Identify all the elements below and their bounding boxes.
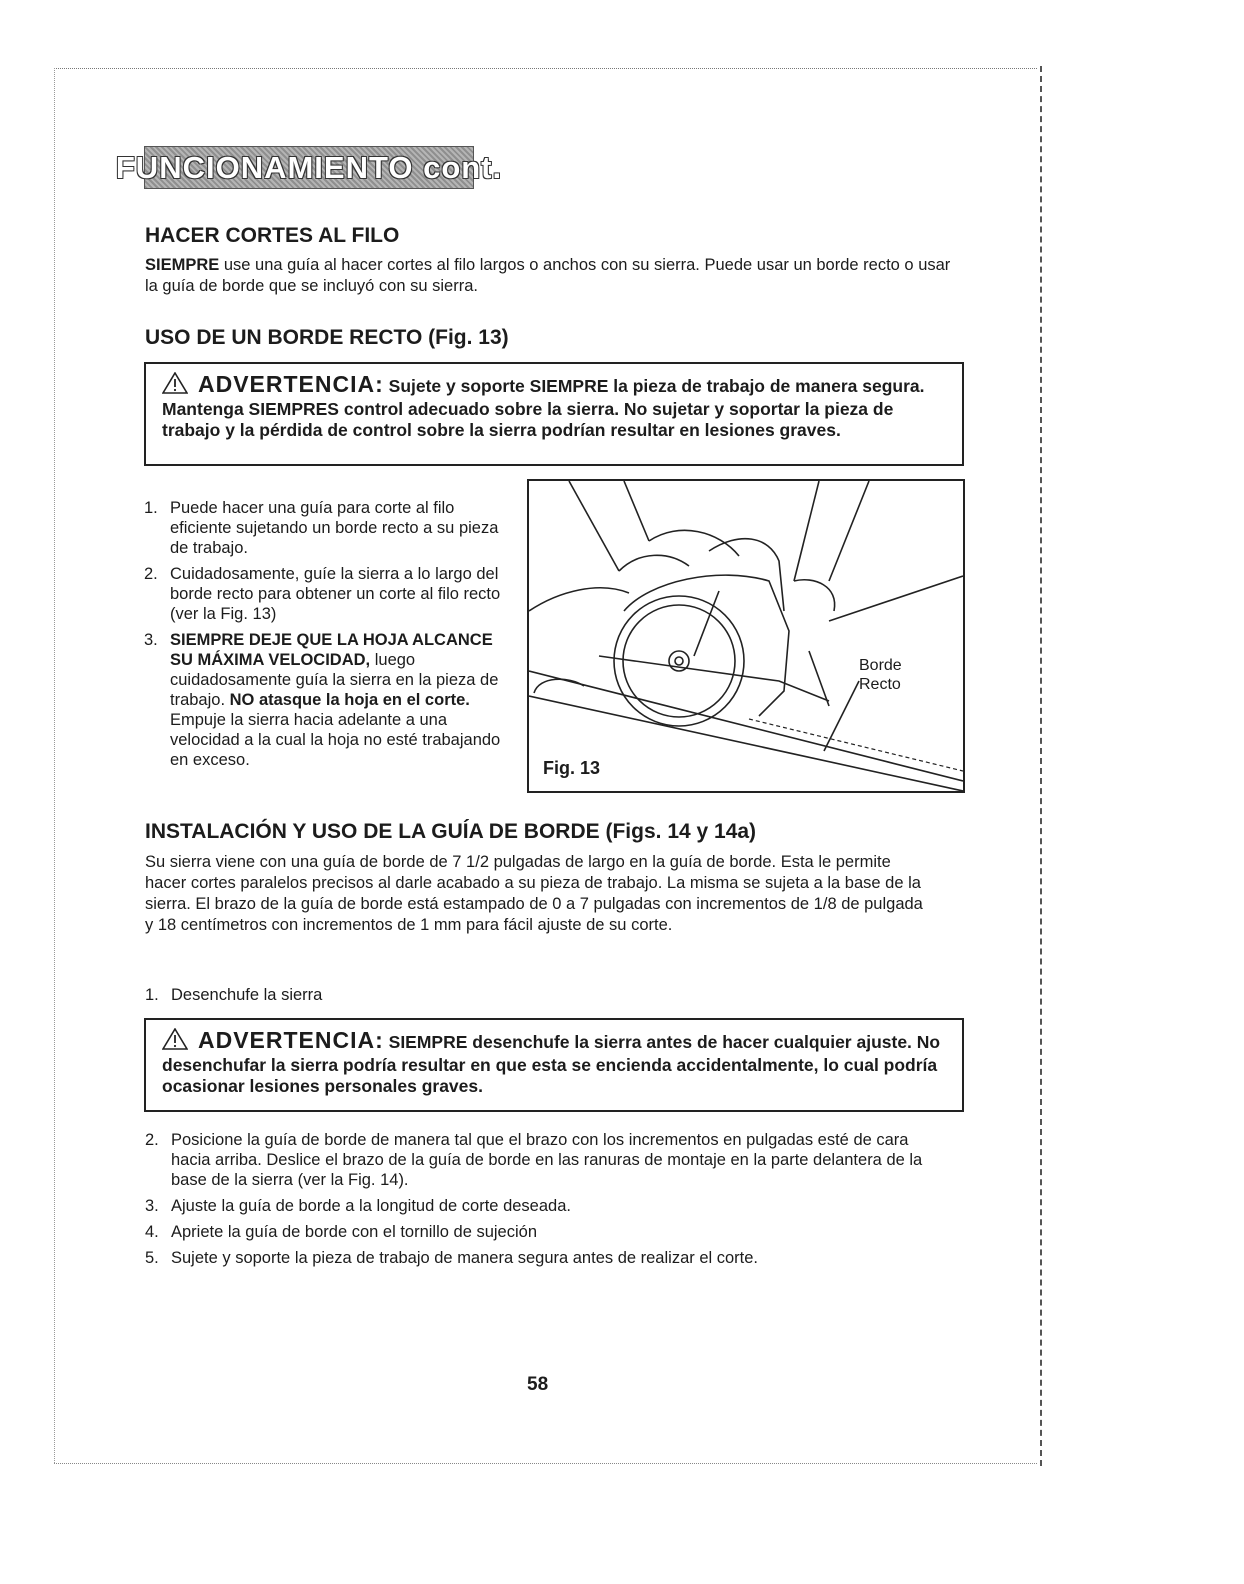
paragraph-intro: [145, 255, 965, 297]
heading-guia-de-borde: INSTALACIÓN Y USO DE LA GUÍA DE BORDE (Figs. 14 y 14a): [145, 820, 757, 843]
step-text: luego cuidadosamente guía la sierra en la pieza de trabajo.: [170, 651, 499, 709]
step-number: 4.: [145, 1223, 159, 1241]
steps-list-guia: [145, 1130, 935, 1274]
step-number: 2.: [145, 1131, 159, 1149]
callout-line: Recto: [859, 676, 901, 693]
step-desenchufe: [145, 985, 925, 1011]
step-text: Puede hacer una guía para corte al filo eficiente sujetando un borde recto a su pieza de trabajo.: [170, 499, 499, 557]
step-bold: SIEMPRE DEJE QUE LA HOJA ALCANCE SU MÁXIMA VELOCIDAD,: [170, 631, 493, 669]
list-item: [145, 1196, 935, 1216]
step-text: Ajuste la guía de borde a la longitud de corte deseada.: [171, 1197, 571, 1215]
step-text: Empuje la sierra hacia adelante a una velocidad a la cual la hoja no esté trabajando en exceso.: [170, 711, 501, 769]
page-border-right: [1040, 66, 1042, 1466]
warning-triangle-icon: [162, 1028, 188, 1055]
heading-borde-recto: USO DE UN BORDE RECTO (Fig. 13): [145, 326, 509, 349]
warning-text-1: Sujete y soporte SIEMPRE la pieza de trabajo de manera segura. Mantenga SIEMPRES control adecuado sobre la sierra. No sujetar y soportar la pieza de trabajo y la pérdida de control sobre la sierra podrían resultar en lesiones graves.: [162, 376, 925, 440]
warning-box-1: [144, 362, 964, 466]
paragraph-guia: Su sierra viene con una guía de borde de 7 1/2 pulgadas de largo en la guía de borde. Esta le permite hacer cortes paralelos precisos al darle acabado a su pieza de trabajo. La misma se sujeta a la base de la sierra. El brazo de la guía de borde está estampado de 0 a 7 pulgadas con incrementos de 1/8 de pulgada y 18 centímetros con incrementos de 1 mm para fácil ajuste de su corte.: [145, 853, 923, 934]
saw-illustration: [529, 481, 963, 791]
warning-triangle-icon: [162, 372, 188, 399]
heading-hacer-cortes: HACER CORTES AL FILO: [145, 224, 400, 247]
step-text: Sujete y soporte la pieza de trabajo de manera segura antes de realizar el corte.: [171, 1249, 759, 1267]
figure-label: Fig. 13: [543, 758, 601, 778]
step-number: 3.: [145, 1197, 159, 1215]
warning-text-2: SIEMPRE desenchufe la sierra antes de hacer cualquier ajuste. No desenchufar la sierra podría resultar en que esta se encienda accidentalmente, lo cual podría ocasionar lesiones personales graves.: [162, 1032, 941, 1096]
steps-list-borde-recto: [144, 498, 514, 776]
figure-13: [527, 479, 965, 793]
page-border-left: [54, 68, 55, 1463]
step-number: 2.: [144, 565, 158, 583]
list-item: [144, 564, 514, 624]
step-number: 1.: [145, 986, 159, 1004]
callout-borde-recto: [859, 656, 902, 694]
warning-box-2: [144, 1018, 964, 1112]
section-banner: [115, 146, 503, 189]
step-number: 1.: [144, 499, 158, 517]
warning-label-1: ADVERTENCIA:: [198, 371, 384, 397]
list-item: [145, 1248, 935, 1268]
page-border-top: [54, 68, 1037, 69]
warning-label-2: ADVERTENCIA:: [198, 1027, 384, 1053]
step-number: 5.: [145, 1249, 159, 1267]
list-item: [145, 1130, 935, 1190]
step-number: 3.: [144, 631, 158, 649]
step-text: Posicione la guía de borde de manera tal que el brazo con los incrementos en pulgadas esté de cara hacia arriba. Deslice el brazo de la guía de borde en las ranuras de montaje en la parte delantera de la base de la sierra (ver la Fig. 14).: [171, 1131, 923, 1189]
page-border-bottom: [54, 1463, 1037, 1464]
banner-text: FUNCIONAMIENTO cont.: [115, 149, 503, 185]
step-bold: NO atasque la hoja en el corte.: [229, 691, 470, 709]
step-text: Cuidadosamente, guíe la sierra a lo largo del borde recto para obtener un corte al filo recto (ver la Fig. 13): [170, 565, 501, 623]
page-number: 58: [527, 1374, 549, 1395]
intro-bold: SIEMPRE: [145, 256, 220, 274]
callout-line: Borde: [859, 657, 902, 674]
list-item: [145, 1222, 935, 1242]
list-item: [144, 630, 514, 770]
list-item: [144, 498, 514, 558]
list-item: [145, 985, 925, 1005]
intro-text: use una guía al hacer cortes al filo largos o anchos con su sierra. Puede usar un borde recto o usar la guía de borde que se incluyó con su sierra.: [145, 256, 951, 295]
step-text: Apriete la guía de borde con el tornillo de sujeción: [171, 1223, 537, 1241]
step-text: Desenchufe la sierra: [171, 986, 323, 1004]
